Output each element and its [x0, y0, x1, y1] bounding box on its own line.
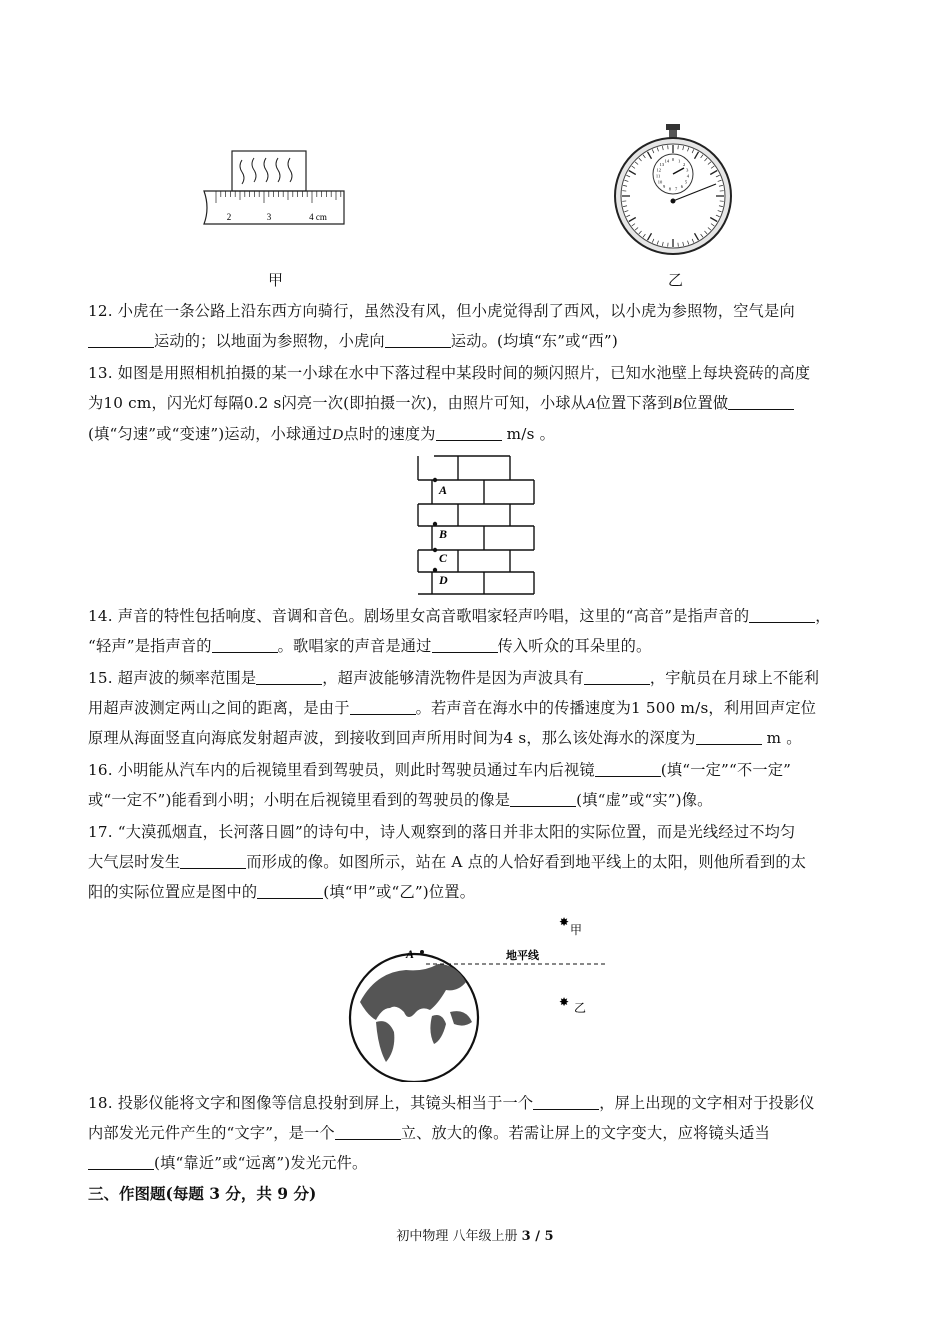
q17-blank-1[interactable]: [180, 852, 246, 869]
sun-jia-icon: ✸: [559, 915, 570, 929]
figure-label-yi: 乙: [668, 271, 684, 289]
q14-text-b1: “轻声”是指声音的: [88, 637, 212, 655]
q16-text-a1: 16. 小明能从汽车内的后视镜里看到驾驶员，则此时驾驶员通过车内后视镜: [88, 761, 595, 779]
stopwatch-inner-mark: 1: [677, 158, 681, 164]
q13-text-c3: m/s 。: [501, 425, 556, 443]
figure-label-jia: 甲: [268, 271, 284, 289]
section-title-drawing: 三、作图题(每题 3 分，共 9 分): [88, 1184, 317, 1203]
ruler-tick-2: 2: [226, 212, 232, 222]
q17-blank-2[interactable]: [257, 882, 323, 899]
q16-blank-1[interactable]: [595, 760, 661, 777]
question-17: [88, 817, 866, 907]
q14-blank-3[interactable]: [432, 636, 498, 653]
q18-text-b2: 立、放大的像。若需让屏上的文字变大，应将镜头适当: [400, 1124, 771, 1142]
q18-text-a1: 18. 投影仪能将文字和图像等信息投射到屏上，其镜头相当于一个: [88, 1094, 534, 1112]
q14-text-a2: ，: [815, 607, 831, 625]
ruler-tick-4cm: 4 cm: [309, 212, 327, 222]
q13-point-b: B: [672, 395, 683, 412]
stopwatch-inner-mark: 11: [655, 173, 661, 179]
stopwatch-inner-mark: 9: [663, 184, 666, 190]
brick-wall-figure: [412, 454, 538, 596]
q12-blank-2[interactable]: [385, 331, 451, 348]
q13-text-b2: 位置下落到: [595, 394, 673, 412]
q18-text-a2: ，屏上出现的文字相对于投影仪: [599, 1094, 815, 1112]
q17-text-c1: 阳的实际位置应是图中的: [88, 883, 258, 901]
question-18: [88, 1088, 866, 1178]
ruler-figure: [200, 148, 350, 230]
q13-text-b3: 位置做: [682, 394, 729, 412]
q15-text-c1: 原理从海面竖直向海底发射超声波，到接收到回声所用时间为4 s，那么该处海水的深度为: [88, 729, 696, 747]
q15-text-b2: 。若声音在海水中的传播速度为1 500 m/s，利用回声定位: [415, 699, 817, 717]
q18-blank-2[interactable]: [335, 1123, 401, 1140]
question-12: [88, 296, 866, 356]
sun-jia-label: 甲: [570, 923, 583, 937]
q15-text-a3: ，宇航员在月球上不能利: [649, 669, 820, 687]
q18-text-c1: (填“靠近”或“远离”)发光元件。: [154, 1154, 368, 1172]
q15-text-b1: 用超声波测定两山之间的距离，是由于: [88, 699, 350, 717]
q12-blank-1[interactable]: [88, 331, 154, 348]
q16-text-b2: (填“虚”或“实”)像。: [576, 791, 713, 809]
stopwatch-inner-mark: 2: [683, 161, 686, 167]
q15-text-a2: ，超声波能够清洗物件是因为声波具有: [322, 669, 584, 687]
footer-total-pages: 5: [544, 1229, 554, 1244]
footer-text: 初中物理 八年级上册: [396, 1229, 522, 1244]
q12-line-b: 运动的；以地面为参照物，小虎向: [154, 332, 385, 350]
brick-label-a: A: [439, 483, 448, 497]
page-footer: [0, 1225, 950, 1244]
q13-text-b1: 为10 cm，闪光灯每隔0.2 s闪亮一次(即拍摄一次)，由照片可知，小球从: [88, 394, 587, 412]
q15-blank-1[interactable]: [256, 668, 322, 685]
q12-line-a: 12. 小虎在一条公路上沿东西方向骑行，虽然没有风，但小虎觉得刮了西风，以小虎为参照物，空气是向: [88, 302, 795, 320]
sun-yi-label: 乙: [574, 1001, 587, 1015]
ruler-tick-3: 3: [266, 212, 272, 222]
q13-text-c2: 点时的速度为: [343, 425, 436, 443]
q16-blank-2[interactable]: [510, 790, 576, 807]
q14-text-b3: 传入听众的耳朵里的。: [497, 637, 652, 655]
question-14: [88, 601, 866, 661]
q13-text-c1: (填“匀速”或“变速”)运动，小球通过: [88, 425, 333, 443]
stopwatch-inner-mark: 0: [671, 157, 675, 162]
q18-blank-3[interactable]: [88, 1153, 154, 1170]
stopwatch-inner-mark: 8: [668, 186, 672, 192]
earth-horizon-figure: [346, 912, 616, 1082]
stopwatch-inner-mark: 3: [686, 167, 689, 173]
q13-blank-2[interactable]: [436, 424, 502, 441]
q16-text-a2: (填“一定”“不一定”: [660, 761, 792, 779]
brick-label-d: D: [439, 573, 448, 587]
q13-point-d: D: [332, 426, 344, 443]
q14-text-b2: 。歌唱家的声音是通过: [277, 637, 432, 655]
question-15: [88, 663, 866, 753]
q17-text-b2: 而形成的像。如图所示，站在 A 点的人恰好看到地平线上的太阳，则他所看到的太: [246, 853, 807, 871]
brick-label-c: C: [439, 551, 448, 565]
stopwatch-inner-mark: 12: [656, 167, 661, 173]
footer-page-number: 3: [521, 1229, 531, 1244]
sun-yi-icon: ✸: [559, 995, 570, 1009]
question-16: [88, 755, 866, 815]
stopwatch-figure: [612, 122, 734, 262]
stopwatch-inner-mark: 14: [664, 158, 670, 164]
stopwatch-inner-mark: 5: [684, 179, 688, 185]
q17-text-a: 17. “大漠孤烟直，长河落日圆”的诗句中，诗人观察到的落日并非太阳的实际位置，而是光线经过不均匀: [88, 823, 796, 841]
q17-text-c2: (填“甲”或“乙”)位置。: [323, 883, 476, 901]
horizon-label: 地平线: [506, 950, 539, 962]
q15-blank-4[interactable]: [696, 728, 762, 745]
q15-blank-2[interactable]: [584, 668, 650, 685]
q13-blank-1[interactable]: [728, 393, 794, 410]
q13-line-a: 13. 如图是用照相机拍摄的某一小球在水中下落过程中某段时间的频闪照片，已知水池壁上每块瓷砖的高度: [88, 364, 811, 382]
q16-text-b1: 或“一定不”)能看到小明；小明在后视镜里看到的驾驶员的像是: [88, 791, 511, 809]
stopwatch-inner-mark: 4: [686, 173, 690, 179]
q15-text-a1: 15. 超声波的频率范围是: [88, 669, 257, 687]
q15-text-c2: m 。: [761, 729, 802, 747]
figure-row-top: [0, 118, 950, 298]
q18-text-b1: 内部发光元件产生的“文字”，是一个: [88, 1124, 335, 1142]
q12-line-c: 运动。(均填“东”或“西”): [450, 332, 619, 350]
q14-blank-1[interactable]: [749, 606, 815, 623]
q14-blank-2[interactable]: [212, 636, 278, 653]
question-13: [88, 358, 866, 450]
q13-point-a: A: [586, 395, 596, 412]
q17-text-b1: 大气层时发生: [88, 853, 181, 871]
q14-text-a1: 14. 声音的特性包括响度、音调和音色。剧场里女高音歌唱家轻声吟唱，这里的“高音”是指声音的: [88, 607, 750, 625]
stopwatch-inner-mark: 7: [674, 186, 678, 192]
stopwatch-inner-mark: 13: [659, 161, 665, 167]
earth-point-a: A: [406, 947, 415, 961]
stopwatch-inner-mark: 6: [680, 184, 683, 190]
brick-label-b: B: [439, 527, 448, 541]
q15-blank-3[interactable]: [350, 698, 416, 715]
q18-blank-1[interactable]: [533, 1093, 599, 1110]
footer-separator: /: [530, 1229, 545, 1244]
stopwatch-inner-mark: 10: [657, 179, 663, 185]
